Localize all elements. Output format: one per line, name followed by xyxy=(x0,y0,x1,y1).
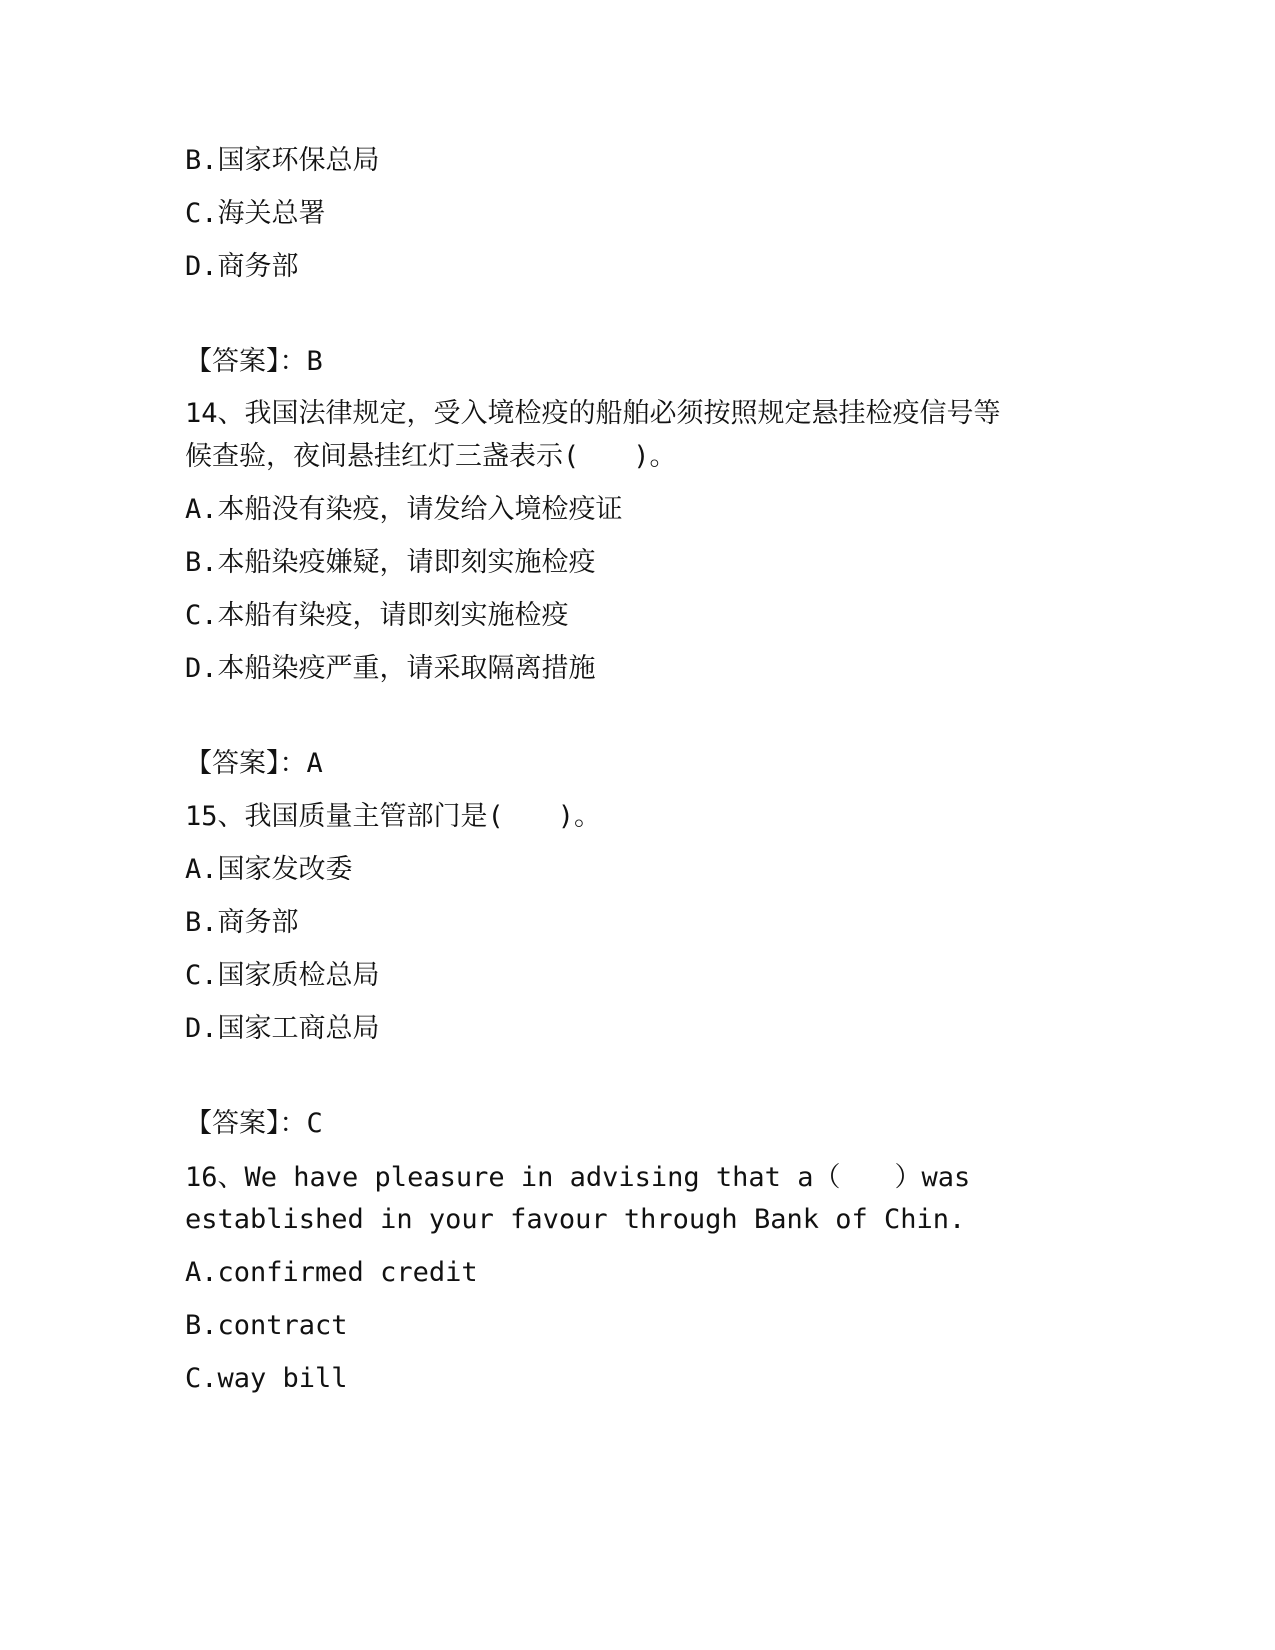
q14-option-a: A.本船没有染疫，请发给入境检疫证 xyxy=(185,494,623,525)
q16-option-c: C.way bill xyxy=(185,1363,348,1394)
q13-answer: 【答案】：B xyxy=(185,346,323,377)
q15-option-d: D.国家工商总局 xyxy=(185,1013,380,1044)
q14-option-d: D.本船染疫严重，请采取隔离措施 xyxy=(185,653,596,684)
q13-option-b: B.国家环保总局 xyxy=(185,145,380,176)
q16-option-a: A.confirmed credit xyxy=(185,1257,478,1288)
q15-answer: 【答案】：C xyxy=(185,1108,323,1139)
q13-option-c: C.海关总署 xyxy=(185,198,326,229)
q15-question-line-1: 15、我国质量主管部门是( )。 xyxy=(185,801,602,832)
q14-option-c: C.本船有染疫，请即刻实施检疫 xyxy=(185,600,569,631)
q14-answer: 【答案】：A xyxy=(185,748,323,779)
q13-option-d: D.商务部 xyxy=(185,251,299,282)
q16-option-b: B.contract xyxy=(185,1310,348,1341)
q14-question-line-1: 14、我国法律规定，受入境检疫的船舶必须按照规定悬挂检疫信号等 xyxy=(185,398,1001,429)
q14-option-b: B.本船染疫嫌疑，请即刻实施检疫 xyxy=(185,547,596,578)
q15-option-c: C.国家质检总局 xyxy=(185,960,380,991)
q15-option-b: B.商务部 xyxy=(185,907,299,938)
q16-question-line-2: established in your favour through Bank of Chin. xyxy=(185,1204,966,1235)
q15-option-a: A.国家发改委 xyxy=(185,854,353,885)
q14-question-line-2: 候查验，夜间悬挂红灯三盏表示( )。 xyxy=(185,441,677,472)
q16-question-line-1: 16、We have pleasure in advising that a（ ）was xyxy=(185,1162,971,1193)
